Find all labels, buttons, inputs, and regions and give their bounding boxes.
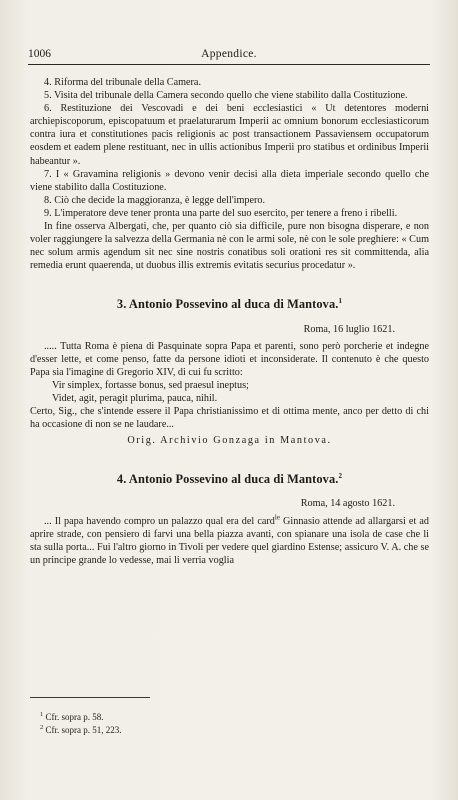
running-header xyxy=(28,48,430,60)
header-rule xyxy=(28,64,430,65)
section-3-text-2: Certo, Sig., che s'intende essere il Papa christianissimo et di ottima mente, anco per detto di chi ha occasione di non se ne laudare... xyxy=(30,406,429,431)
section-3-heading xyxy=(30,298,429,311)
footnote-1: $^1$ Cfr. sopra p. 58. xyxy=(40,711,104,722)
section-3-date: Roma, 16 luglio 1621. xyxy=(303,323,395,335)
footnote-2: $^2$ Cfr. sopra p. 51, 223. xyxy=(40,723,122,735)
section-3-title: 3. Antonio Possevino al duca di Mantova. xyxy=(116,297,339,312)
page-body xyxy=(30,76,429,567)
item-8: 8. Ciò che decide la maggioranza, è legge dell'impero. xyxy=(44,194,266,206)
page-number: 1006 xyxy=(28,48,51,60)
archive-source: Orig. Archivio Gonzaga in Mantova. xyxy=(127,435,332,447)
section-4-text: ... Il papa havendo compro un palazzo qual era del card$^{le}$ Ginnasio attende ad allargarsi et ad aprire strade, con pensiero di farvi una bella piazza avanti, con spianare una isola de case che li sta sulla porta... Fui l'altro giorno in Tivoli per vedere quel giardino Estense; assicuro V. A. che se un principe grande lo vedesse, mai li verria voglia xyxy=(30,513,429,566)
section-3-text: ..... Tutta Roma è piena di Pasquinate sopra Papa et parenti, sono però porcherie et indegne d'esser lette, et come penso, fatte da persone idioti et inconsiderate. Il contenuto è che questo Papa sia l'imagine di Gregorio XIV, di cui fu scritto: xyxy=(30,340,429,378)
verse-line-2: Videt, agit, peragit plurima, pauca, nihil. xyxy=(52,392,218,404)
section-4-title: 4. Antonio Possevino al duca di Mantova. xyxy=(116,472,339,487)
section-3-footnote-ref: 1 xyxy=(338,297,343,306)
section-4-footnote-ref: 2 xyxy=(338,472,343,481)
running-title: Appendice. xyxy=(201,48,257,60)
footnotes xyxy=(40,711,122,736)
item-5: 5. Visita del tribunale della Camera secondo quello che viene stabilito dalla Costituzione. xyxy=(44,90,408,102)
section-4-heading xyxy=(30,473,429,486)
item-7: 7. I « Gravamina religionis » devono venir decisi alla dieta imperiale secondo quello che viene stabilito dalla Costituzione. xyxy=(30,168,429,193)
abbrev-superscript: le xyxy=(274,513,280,522)
item-6: 6. Restituzione dei Vescovadi e dei beni ecclesiastici « Ut detentores moderni archiepiscoporum, episcopatuum et praelaturarum Imperii ac omnium bonorum ecclesiasticorum contra iura et constitutiones pacis religionis ac post transactionem Passaviensem occupatorum eosdem et eadem plene restituant, nec in ullis actionibus Imperii pro statibus et ordinibus Imperii habeantur ». xyxy=(30,103,429,167)
verse-line-1: Vir simplex, fortasse bonus, sed praesul ineptus; xyxy=(52,379,249,391)
footnote-rule xyxy=(30,697,150,698)
item-4: 4. Riforma del tribunale della Camera. xyxy=(44,77,202,88)
closing-paragraph: In fine osserva Albergati, che, per quanto ciò sia difficile, pure non bisogna disperare, e non voler raggiungere la salvezza della Germania nè con le armi sole, nè con le sole preghiere: « Cum nec solum armis agendum sit nec sine nostris conatibus soli orationi res sit committenda, alia remedia erunt quaerenda, ut duobus illis extremis evitatis securius procedatur ». xyxy=(30,221,429,272)
section-4-date: Roma, 14 agosto 1621. xyxy=(300,498,395,510)
item-9: 9. L'imperatore deve tener pronta una parte del suo esercito, per tenere a freno i ribelli. xyxy=(44,207,398,219)
